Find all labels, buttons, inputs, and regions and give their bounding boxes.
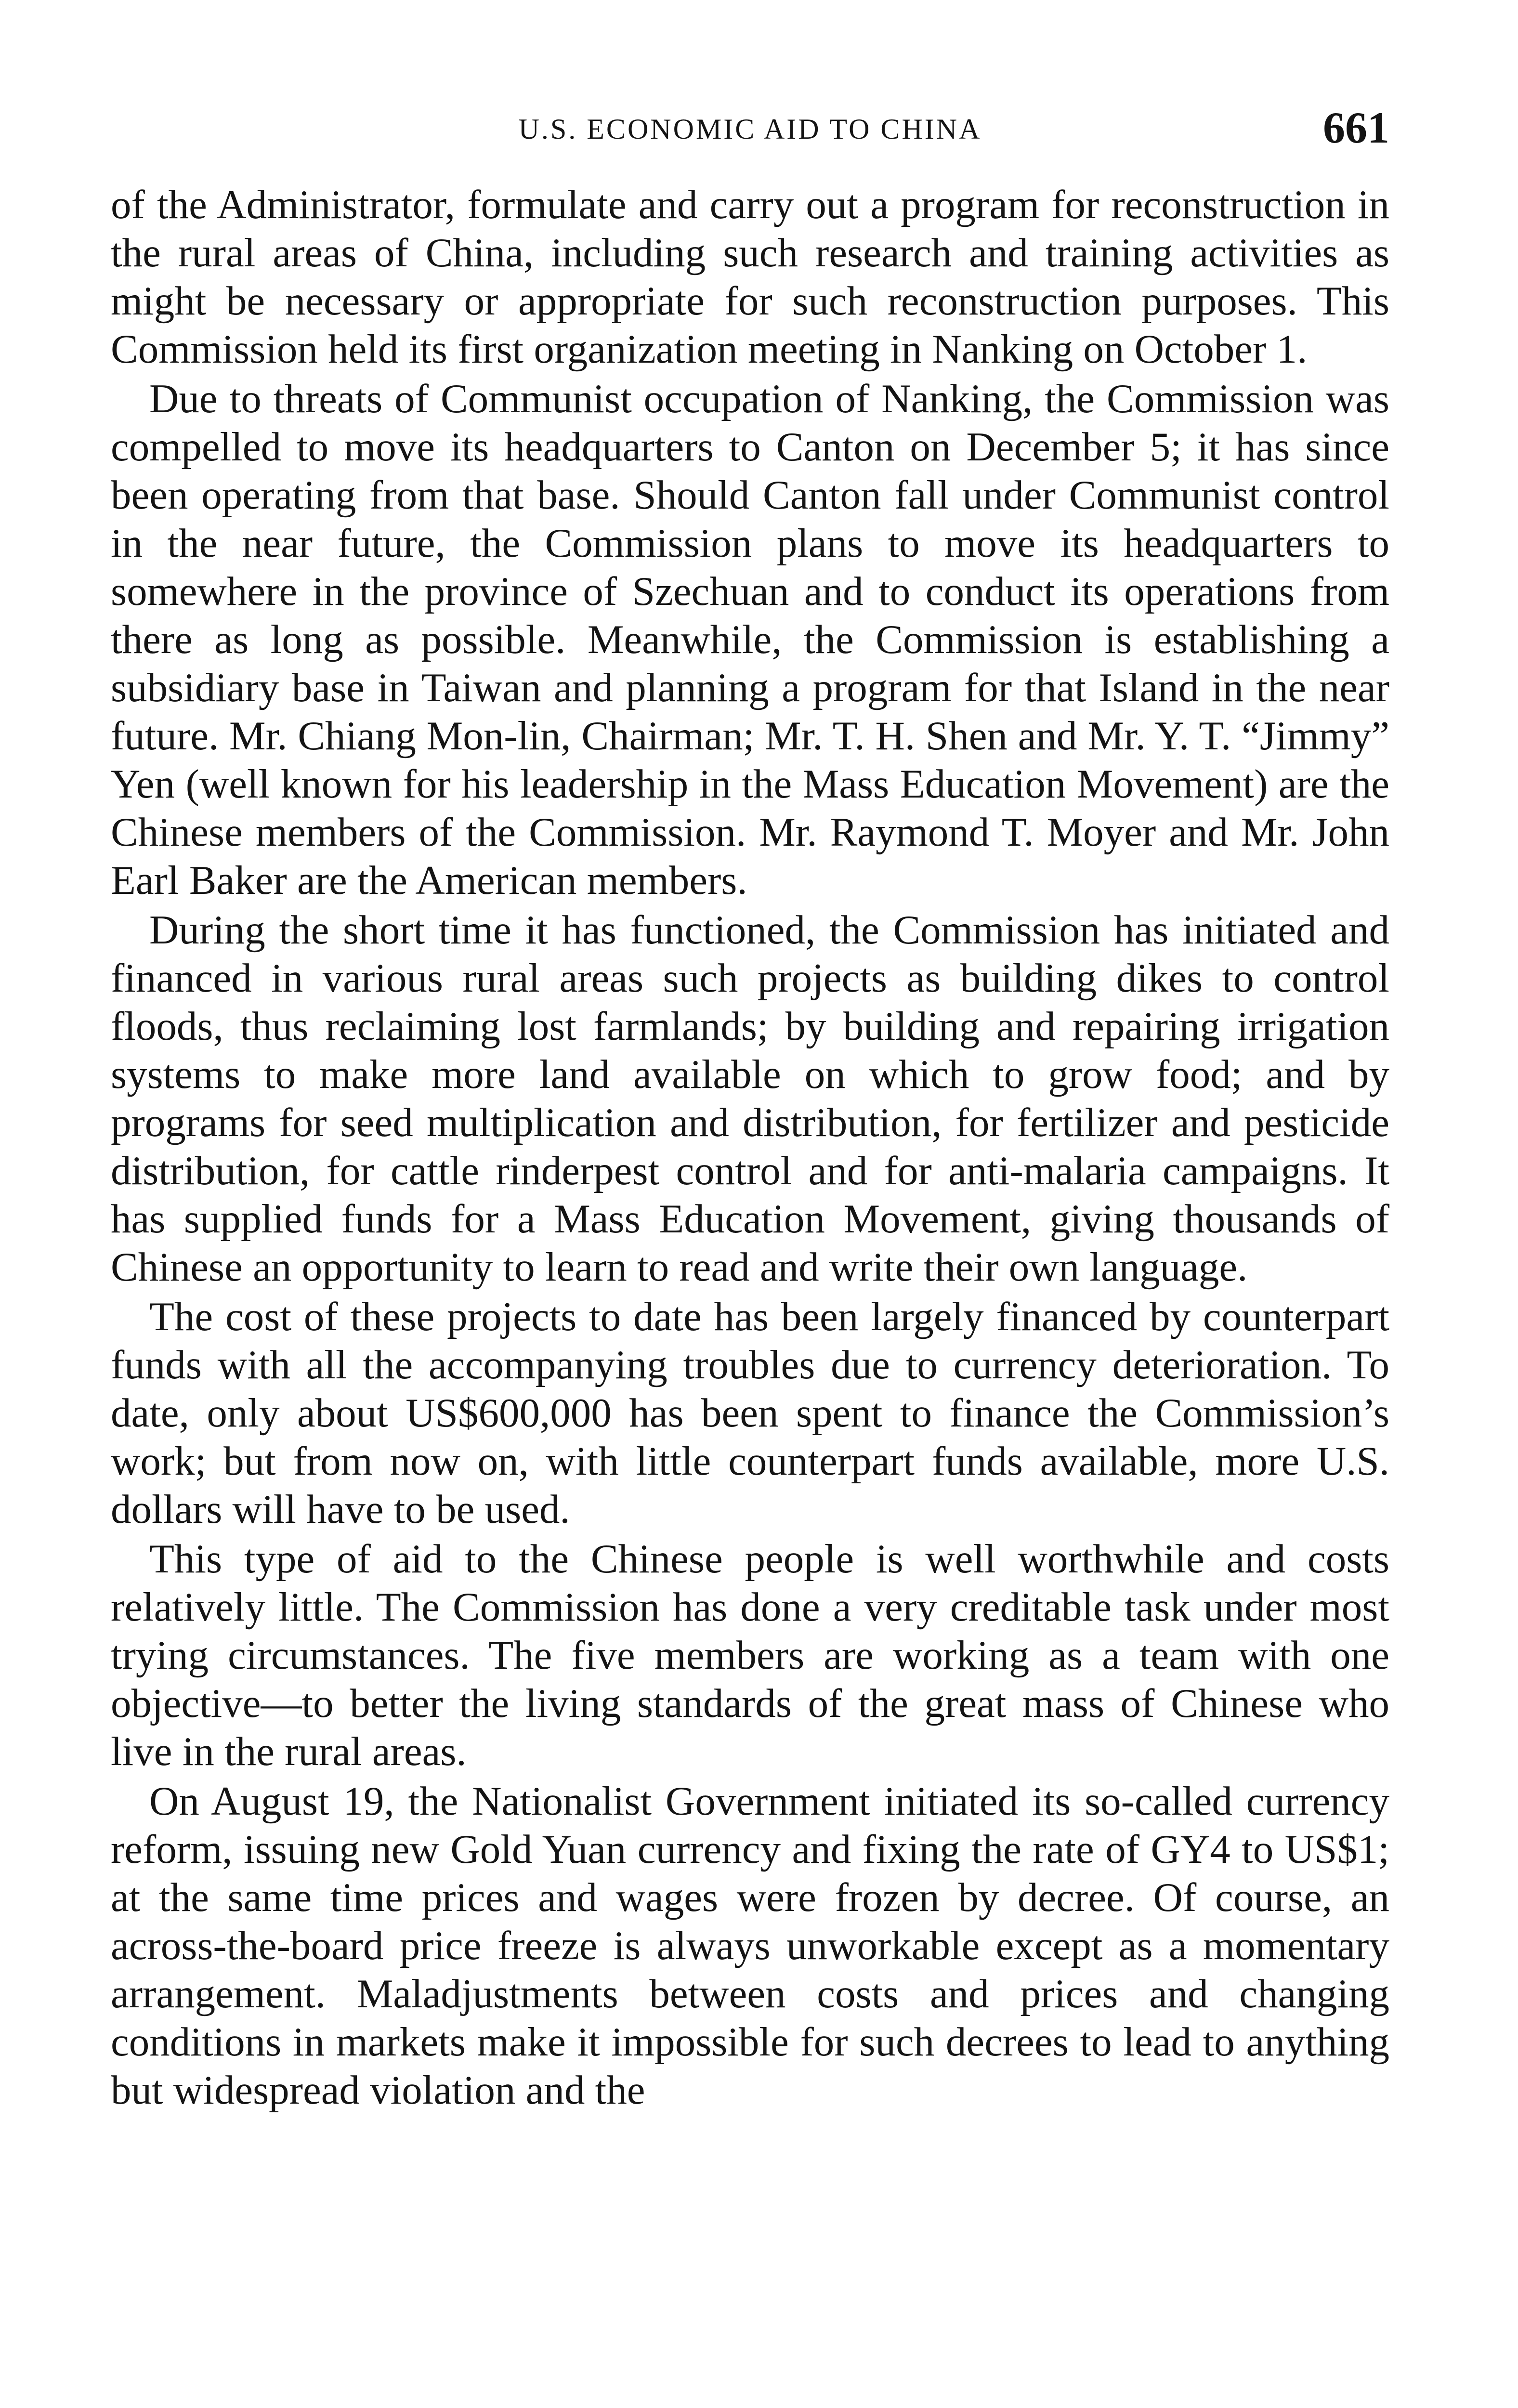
paragraph: On August 19, the Nationalist Government initiated its so-called currency reform, issuing new Gold Yuan currency and fixing the rate of GY4 to US$1; at the same time prices and wages were frozen by decree. Of course, an across-the-board price freeze is always unworkable except as a momentary arrangement. Maladjustments between costs and prices and changing conditions in markets make it impossible for such decrees to lead to anything but widespread violation and the [111,1779,1389,2113]
paragraph: of the Administrator, formulate and carry out a program for reconstruction in the rural areas of China, including such research and training activities as might be necessary or appropriate for such reconstruction purposes. This Commission held its first organization meeting in Nanking on October 1. [111,182,1389,372]
paragraph: This type of aid to the Chinese people is well worthwhile and costs relatively little. The Commission has done a very creditable task under most trying circumstances. The five members are working as a team with one objective—to better the living standards of the great mass of Chinese who live in the rural areas. [111,1536,1389,1774]
running-head: U.S. ECONOMIC AID TO CHINA [518,113,982,145]
page-number: 661 [1323,103,1389,152]
paragraph: During the short time it has functioned, the Commission has initiated and financed in various rural areas such projects as building dikes to control floods, thus reclaiming lost farmlands; by building and repairing irrigation systems to make more land available on which to grow food; and by programs for seed multiplication and distribution, for fertilizer and pesticide distribution, for cattle rinderpest control and for anti-malaria campaigns. It has supplied funds for a Mass Education Movement, giving thousands of Chinese an opportunity to learn to read and write their own language. [111,907,1389,1290]
paragraph: The cost of these projects to date has been largely financed by counterpart funds with all the accompanying troubles due to currency deterioration. To date, only about US$600,000 has been spent to finance the Commission’s work; but from now on, with little counterpart funds available, more U.S. dollars will have to be used. [111,1294,1389,1532]
page-header [111,101,1389,159]
body-text [111,181,1389,2116]
paragraph: Due to threats of Communist occupation of Nanking, the Commission was compelled to move its headquarters to Canton on December 5; it has since been operating from that base. Should Canton fall under Communist control in the near future, the Commission plans to move its headquarters to somewhere in the province of Szechuan and to conduct its operations from there as long as possible. Meanwhile, the Commission is establishing a subsidiary base in Taiwan and planning a program for that Island in the near future. Mr. Chiang Mon-lin, Chairman; Mr. T. H. Shen and Mr. Y. T. “Jimmy” Yen (well known for his leadership in the Mass Education Movement) are the Chinese members of the Commission. Mr. Raymond T. Moyer and Mr. John Earl Baker are the American members. [111,376,1389,903]
